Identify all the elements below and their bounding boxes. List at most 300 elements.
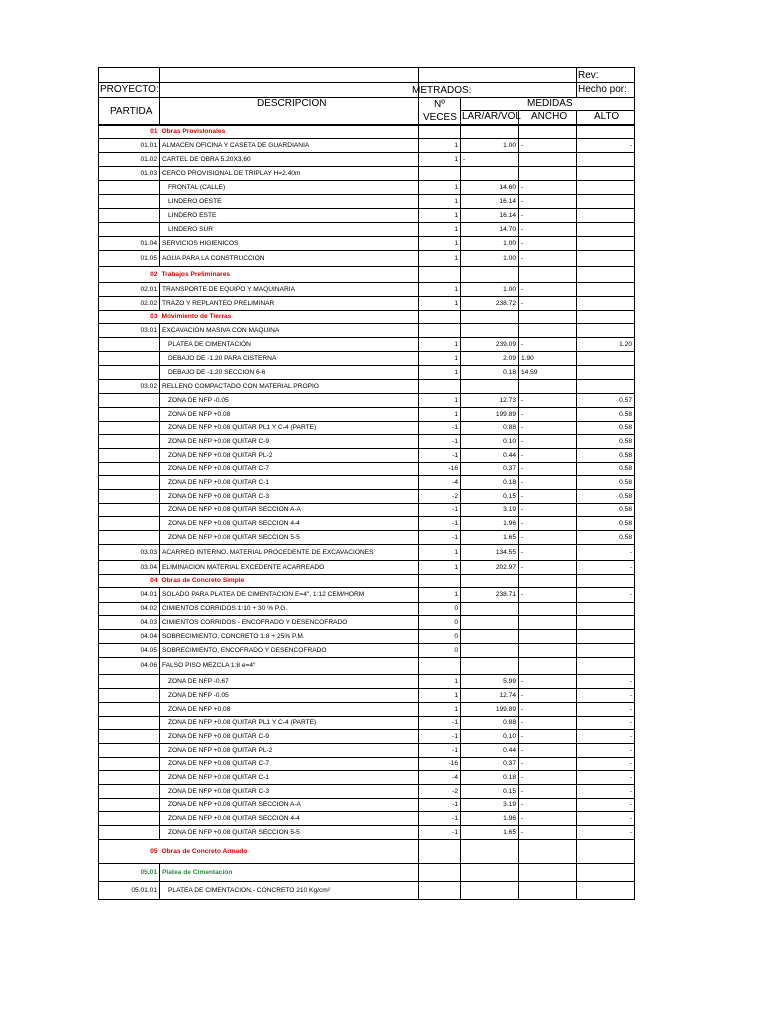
veces-cell [419,311,461,324]
descripcion-cell [160,195,419,209]
largo-cell [461,394,519,408]
descripcion-cell-text: ACARREO INTERNO. MATERIAL PROCEDENTE DE EXCAVACIONES [162,548,374,556]
descripcion-cell [160,545,419,561]
alto-cell [577,449,635,463]
largo-cell [461,785,519,799]
descripcion-cell [160,799,419,812]
veces-cell [419,267,461,283]
descripcion-cell [160,311,419,324]
ancho-cell [519,616,577,630]
largo-cell [461,812,519,826]
ancho-cell-text: - [521,591,524,598]
veces-cell-text: -1 [452,801,458,808]
descripcion-cell-text: CIMIENTOS CORRIDOS 1:10 + 30 % P.G. [162,605,288,612]
sheet-header [0,0,768,130]
ancho-cell [519,812,577,826]
partida-cell-text: 01.01 [140,141,157,149]
descripcion-cell-text: Obras de Concreto Simple [161,577,245,584]
partida-cell [99,799,160,812]
descripcion-cell-text: ELIMINACION MATERIAL EXCEDENTE ACARREADO [162,563,325,571]
partida-cell [99,840,160,864]
alto-cell [577,324,635,338]
veces-cell-text: 1 [454,705,458,713]
descripcion-cell-text: ZONA DE NFP +0.08 QUITAR C-1 [168,773,270,781]
descripcion-cell-text: ZONA DE NFP +0.08 QUITAR PL1 Y C-4 (PARTE) [168,424,317,431]
veces-cell [419,352,461,366]
partida-cell-text: 03.04 [140,563,157,571]
ancho-cell-text: - [521,506,524,513]
descripcion-cell-text: SERVICIOS HIGIENICOS [162,239,239,247]
alto-label: ALTO [594,111,620,122]
veces-cell [419,799,461,812]
ancho-cell-text: - [521,465,524,472]
partida-cell [99,153,160,167]
veces-cell-text: 1 [454,548,458,556]
veces-cell-text: 1 [454,591,458,598]
largo-cell [461,237,519,251]
table-row [99,352,635,366]
veces-cell-text: -1 [452,424,458,431]
veces-cell [419,181,461,195]
alto-cell [577,297,635,311]
alto-cell [577,644,635,658]
table-row [99,408,635,422]
table-row [99,463,635,476]
ancho-cell [519,125,577,139]
largo-cell [461,153,519,167]
descripcion-cell [160,352,419,366]
table-row [99,209,635,223]
descripcion-cell [160,408,419,422]
descripcion-cell-text: LINDERO OESTE [168,197,222,205]
largo-cell [461,840,519,864]
table-row [99,181,635,195]
largo-cell-text: 199.89 [495,705,516,713]
table-row [99,758,635,771]
descripcion-cell [160,785,419,799]
descripcion-cell-text: SOBRECIMIENTO, ENCOFRADO Y DESENCOFRADO [162,646,327,654]
descripcion-cell-text: ZONA DE NFP +0.08 QUITAR SECCION 4-4 [168,814,300,822]
veces-cell-text: -1 [452,746,458,754]
table-row [99,561,635,575]
veces-cell [419,575,461,588]
ancho-cell-text: - [521,285,524,293]
partida-cell [99,588,160,603]
largo-cell-text: 2.09 [503,354,516,362]
veces-cell [419,139,461,153]
partida-cell [99,195,160,209]
alto-cell [577,717,635,730]
alto-cell [577,785,635,799]
alto-cell [577,675,635,689]
alto-cell-text: 0.58 [619,465,632,472]
largo-cell [461,283,519,297]
veces-cell [419,864,461,882]
descripcion-cell [160,476,419,490]
table-row [99,338,635,352]
alto-cell [577,338,635,352]
alto-cell-text: - [629,591,632,598]
ancho-cell [519,658,577,675]
descripcion-cell [160,297,419,311]
alto-cell [577,380,635,394]
largo-cell-text: 199.89 [495,410,516,418]
table-row [99,545,635,561]
veces-cell-text: 1 [454,197,458,205]
alto-cell [577,616,635,630]
alto-cell [577,435,635,449]
descripcion-cell [160,840,419,864]
partida-cell [99,785,160,799]
alto-cell-text: - [629,677,632,685]
ancho-cell [519,251,577,267]
largo-cell-text: 16.14 [499,197,516,205]
veces-cell-text: 0 [454,646,458,654]
descripcion-cell-text: ZONA DE NFP +0.08 QUITAR SECCION A-A [168,801,301,808]
veces-cell-text: -1 [452,533,458,541]
largo-cell [461,352,519,366]
alto-cell-text: - [629,548,632,556]
alto-cell [577,476,635,490]
largo-cell-text: 238.72 [495,299,516,307]
partida-cell [99,517,160,531]
alto-cell [577,658,635,675]
largo-cell-text: 3.19 [503,801,516,808]
alto-cell [577,463,635,476]
veces-cell-text: 1 [454,563,458,571]
veces-cell-text: -4 [452,478,458,486]
largo-cell-text: 1.00 [503,254,516,262]
ancho-cell-text: - [521,519,524,527]
table-row [99,394,635,408]
largo-cell-text: 1.96 [503,814,516,822]
largo-cell [461,223,519,237]
metrados-label: METRADOS: [412,85,472,96]
alto-cell [577,758,635,771]
table-row [99,588,635,603]
largo-cell [461,658,519,675]
alto-cell [577,603,635,616]
table-row [99,237,635,251]
largo-cell-text: 16.14 [499,211,516,219]
descripcion-cell-text: ZONA DE NFP +0.08 QUITAR SECCION A-A [168,506,301,513]
ancho-cell [519,504,577,517]
table-row [99,251,635,267]
rev-label: Rev: [578,70,599,81]
largo-cell [461,561,519,575]
veces-cell [419,675,461,689]
veces-cell-text: -1 [452,719,458,726]
descripcion-cell [160,717,419,730]
alto-cell-text: 0.58 [619,437,632,445]
partida-cell-text: 04.05 [140,646,157,654]
ancho-cell-text: - [521,299,524,307]
alto-cell-text: 0.58 [619,533,632,541]
ancho-cell [519,771,577,785]
descripcion-cell [160,267,419,283]
descripcion-cell [160,771,419,785]
partida-cell-text: 05.01.01 [131,886,157,894]
veces-cell-text: 1 [454,183,458,191]
veces-cell [419,237,461,251]
partida-cell-text: 02 [150,270,158,278]
partida-cell [99,125,160,139]
descripcion-cell-text: ZONA DE NFP +0.08 QUITAR SECCION 5-5 [168,533,300,541]
largo-cell-text: 0.10 [503,437,516,445]
ancho-cell-text: - [521,691,524,699]
ancho-cell-text: - [521,719,524,726]
ancho-cell-text: - [521,183,524,191]
veces-cell-text: 1 [454,254,458,262]
largo-cell [461,545,519,561]
veces-cell [419,223,461,237]
largo-cell-text: 0.44 [503,746,516,754]
descripcion-cell [160,366,419,380]
descripcion-cell [160,744,419,758]
ancho-cell-text: - [521,478,524,486]
largo-cell [461,338,519,352]
veces-cell-text: 1 [454,340,458,348]
veces-cell [419,422,461,435]
partida-cell [99,561,160,575]
partida-cell [99,283,160,297]
descripcion-cell [160,223,419,237]
partida-cell [99,630,160,644]
largo-cell [461,476,519,490]
largo-cell-text: 0.88 [503,719,516,726]
header-vline [576,110,577,125]
alto-cell-text: - [629,732,632,740]
alto-cell-text: - [629,760,632,767]
descripcion-cell [160,139,419,153]
largo-cell-text: 1.96 [503,519,516,527]
largo-cell [461,717,519,730]
table-row [99,476,635,490]
descripcion-cell [160,644,419,658]
largo-cell-text: 0.18 [503,773,516,781]
partida-cell [99,209,160,223]
ancho-cell [519,703,577,717]
table-row [99,283,635,297]
veces-cell-text: -4 [452,773,458,781]
largo-cell-text: 1.00 [503,141,516,149]
ancho-cell-text: - [521,211,524,219]
veces-cell [419,561,461,575]
veces-cell [419,394,461,408]
partida-cell [99,181,160,195]
alto-cell [577,422,635,435]
alto-cell-text: - [629,719,632,726]
header-vline [634,67,635,125]
largo-cell [461,703,519,717]
descripcion-cell [160,826,419,840]
descripcion-cell-text: CIMIENTOS CORRIDOS - ENCOFRADO Y DESENCOFRADO [162,618,348,626]
partida-cell [99,717,160,730]
ancho-cell [519,237,577,251]
partida-cell [99,882,160,900]
partida-cell [99,812,160,826]
alto-cell [577,311,635,324]
largo-cell-text: 0.88 [503,424,516,431]
veces-cell-text: 0 [454,618,458,626]
partida-cell [99,408,160,422]
ancho-cell [519,785,577,799]
veces-cell [419,153,461,167]
table-row [99,730,635,744]
largo-cell [461,380,519,394]
partida-cell [99,490,160,504]
descripcion-cell [160,561,419,575]
largo-cell-text: 0.37 [503,465,516,472]
descripcion-cell [160,324,419,338]
alto-cell-text: 0.58 [619,410,632,418]
alto-cell [577,490,635,504]
largo-cell-text: 3.19 [503,506,516,513]
descripcion-cell-text: ZONA DE NFP +0.08 QUITAR C-1 [168,478,270,486]
ancho-cell-text: - [521,732,524,740]
descripcion-cell [160,435,419,449]
table-row [99,630,635,644]
largo-cell [461,799,519,812]
descripcion-cell [160,449,419,463]
largo-cell [461,575,519,588]
ancho-cell-text: - [521,773,524,781]
largo-cell-text: 202.97 [495,563,516,571]
veces-cell [419,812,461,826]
veces-cell-text: 1 [454,691,458,699]
largo-cell-text: 1.65 [503,828,516,836]
partida-cell-text: 01.05 [140,254,157,262]
partida-cell-text: 04.01 [140,591,157,598]
partida-cell [99,297,160,311]
ancho-cell [519,139,577,153]
largo-cell [461,408,519,422]
partida-cell-text: 04.03 [140,618,157,626]
largo-cell [461,422,519,435]
largo-cell-text: 238.71 [495,591,516,598]
partida-cell-text: 04.06 [140,662,157,669]
descripcion-cell-text: LINDERO ESTE [168,211,217,219]
ancho-cell [519,758,577,771]
ancho-cell-text: - [521,225,524,233]
veces-cell [419,338,461,352]
descripcion-cell [160,504,419,517]
descripcion-cell-text: ZONA DE NFP +0.08 QUITAR PL1 Y C-4 (PARTE) [168,719,317,726]
descripcion-cell [160,630,419,644]
alto-cell [577,283,635,297]
veces-cell [419,658,461,675]
largo-cell [461,603,519,616]
largo-cell-text: 5.99 [503,677,516,685]
partida-cell-text: 03 [150,313,158,320]
alto-cell [577,575,635,588]
largo-cell [461,139,519,153]
partida-cell [99,758,160,771]
alto-cell [577,153,635,167]
largo-cell [461,531,519,545]
veces-cell [419,603,461,616]
ancho-cell [519,209,577,223]
descripcion-cell [160,616,419,630]
largo-cell-text: 0.18 [503,368,516,376]
alto-cell-text: 1.20 [619,340,632,348]
largo-cell [461,504,519,517]
ancho-cell [519,882,577,900]
largo-cell-text: 12.74 [499,691,516,699]
veces-cell-text: 0 [454,632,458,640]
descripcion-cell-text: ZONA DE NFP +0.08 QUITAR PL-2 [168,746,273,754]
ancho-cell [519,531,577,545]
partida-cell-text: 04.02 [140,605,157,612]
veces-cell-text: -2 [452,492,458,500]
veces-label: VECES [423,112,457,123]
alto-cell [577,771,635,785]
descripcion-cell [160,338,419,352]
alto-cell [577,504,635,517]
partida-cell-text: 03.01 [140,326,157,334]
partida-cell [99,311,160,324]
descripcion-cell [160,153,419,167]
veces-cell-text: 1 [454,677,458,685]
ancho-cell [519,561,577,575]
ancho-cell-text: - [521,705,524,713]
ancho-cell [519,675,577,689]
descripcion-cell-text: PLATEA DE CIMENTACIÓN [168,340,251,348]
ancho-cell-text: - [521,677,524,685]
ancho-cell [519,545,577,561]
veces-cell [419,476,461,490]
ancho-cell [519,223,577,237]
largo-cell [461,311,519,324]
largo-cell-text: 239.09 [495,340,516,348]
metrados-table-body [99,125,635,900]
partida-cell-text: 01.04 [140,239,157,247]
alto-cell [577,630,635,644]
descripcion-cell [160,675,419,689]
alto-cell-text: - [629,828,632,836]
veces-cell [419,785,461,799]
descripcion-cell [160,181,419,195]
ancho-cell-text: 14.59 [521,368,538,376]
alto-cell-text: 0.58 [619,506,632,513]
largo-cell [461,882,519,900]
descripcion-cell-text: TRAZO Y REPLANTEO PRELIMINAR [162,299,275,307]
veces-cell [419,463,461,476]
partida-cell [99,237,160,251]
ancho-cell [519,422,577,435]
alto-cell [577,882,635,900]
largo-cell [461,195,519,209]
alto-cell [577,812,635,826]
veces-cell-text: 0 [454,605,458,612]
partida-cell [99,644,160,658]
largo-cell [461,267,519,283]
descripcion-cell [160,689,419,703]
largo-cell-text: 0.37 [503,760,516,767]
veces-cell [419,826,461,840]
veces-cell-text: 1 [454,225,458,233]
alto-cell [577,237,635,251]
largo-cell [461,758,519,771]
veces-cell [419,490,461,504]
ancho-cell [519,630,577,644]
alto-cell-text: - [629,801,632,808]
veces-cell-text: -1 [452,437,458,445]
veces-cell-text: -16 [448,465,458,472]
largo-cell [461,463,519,476]
alto-cell [577,517,635,531]
ancho-cell-text: - [521,424,524,431]
